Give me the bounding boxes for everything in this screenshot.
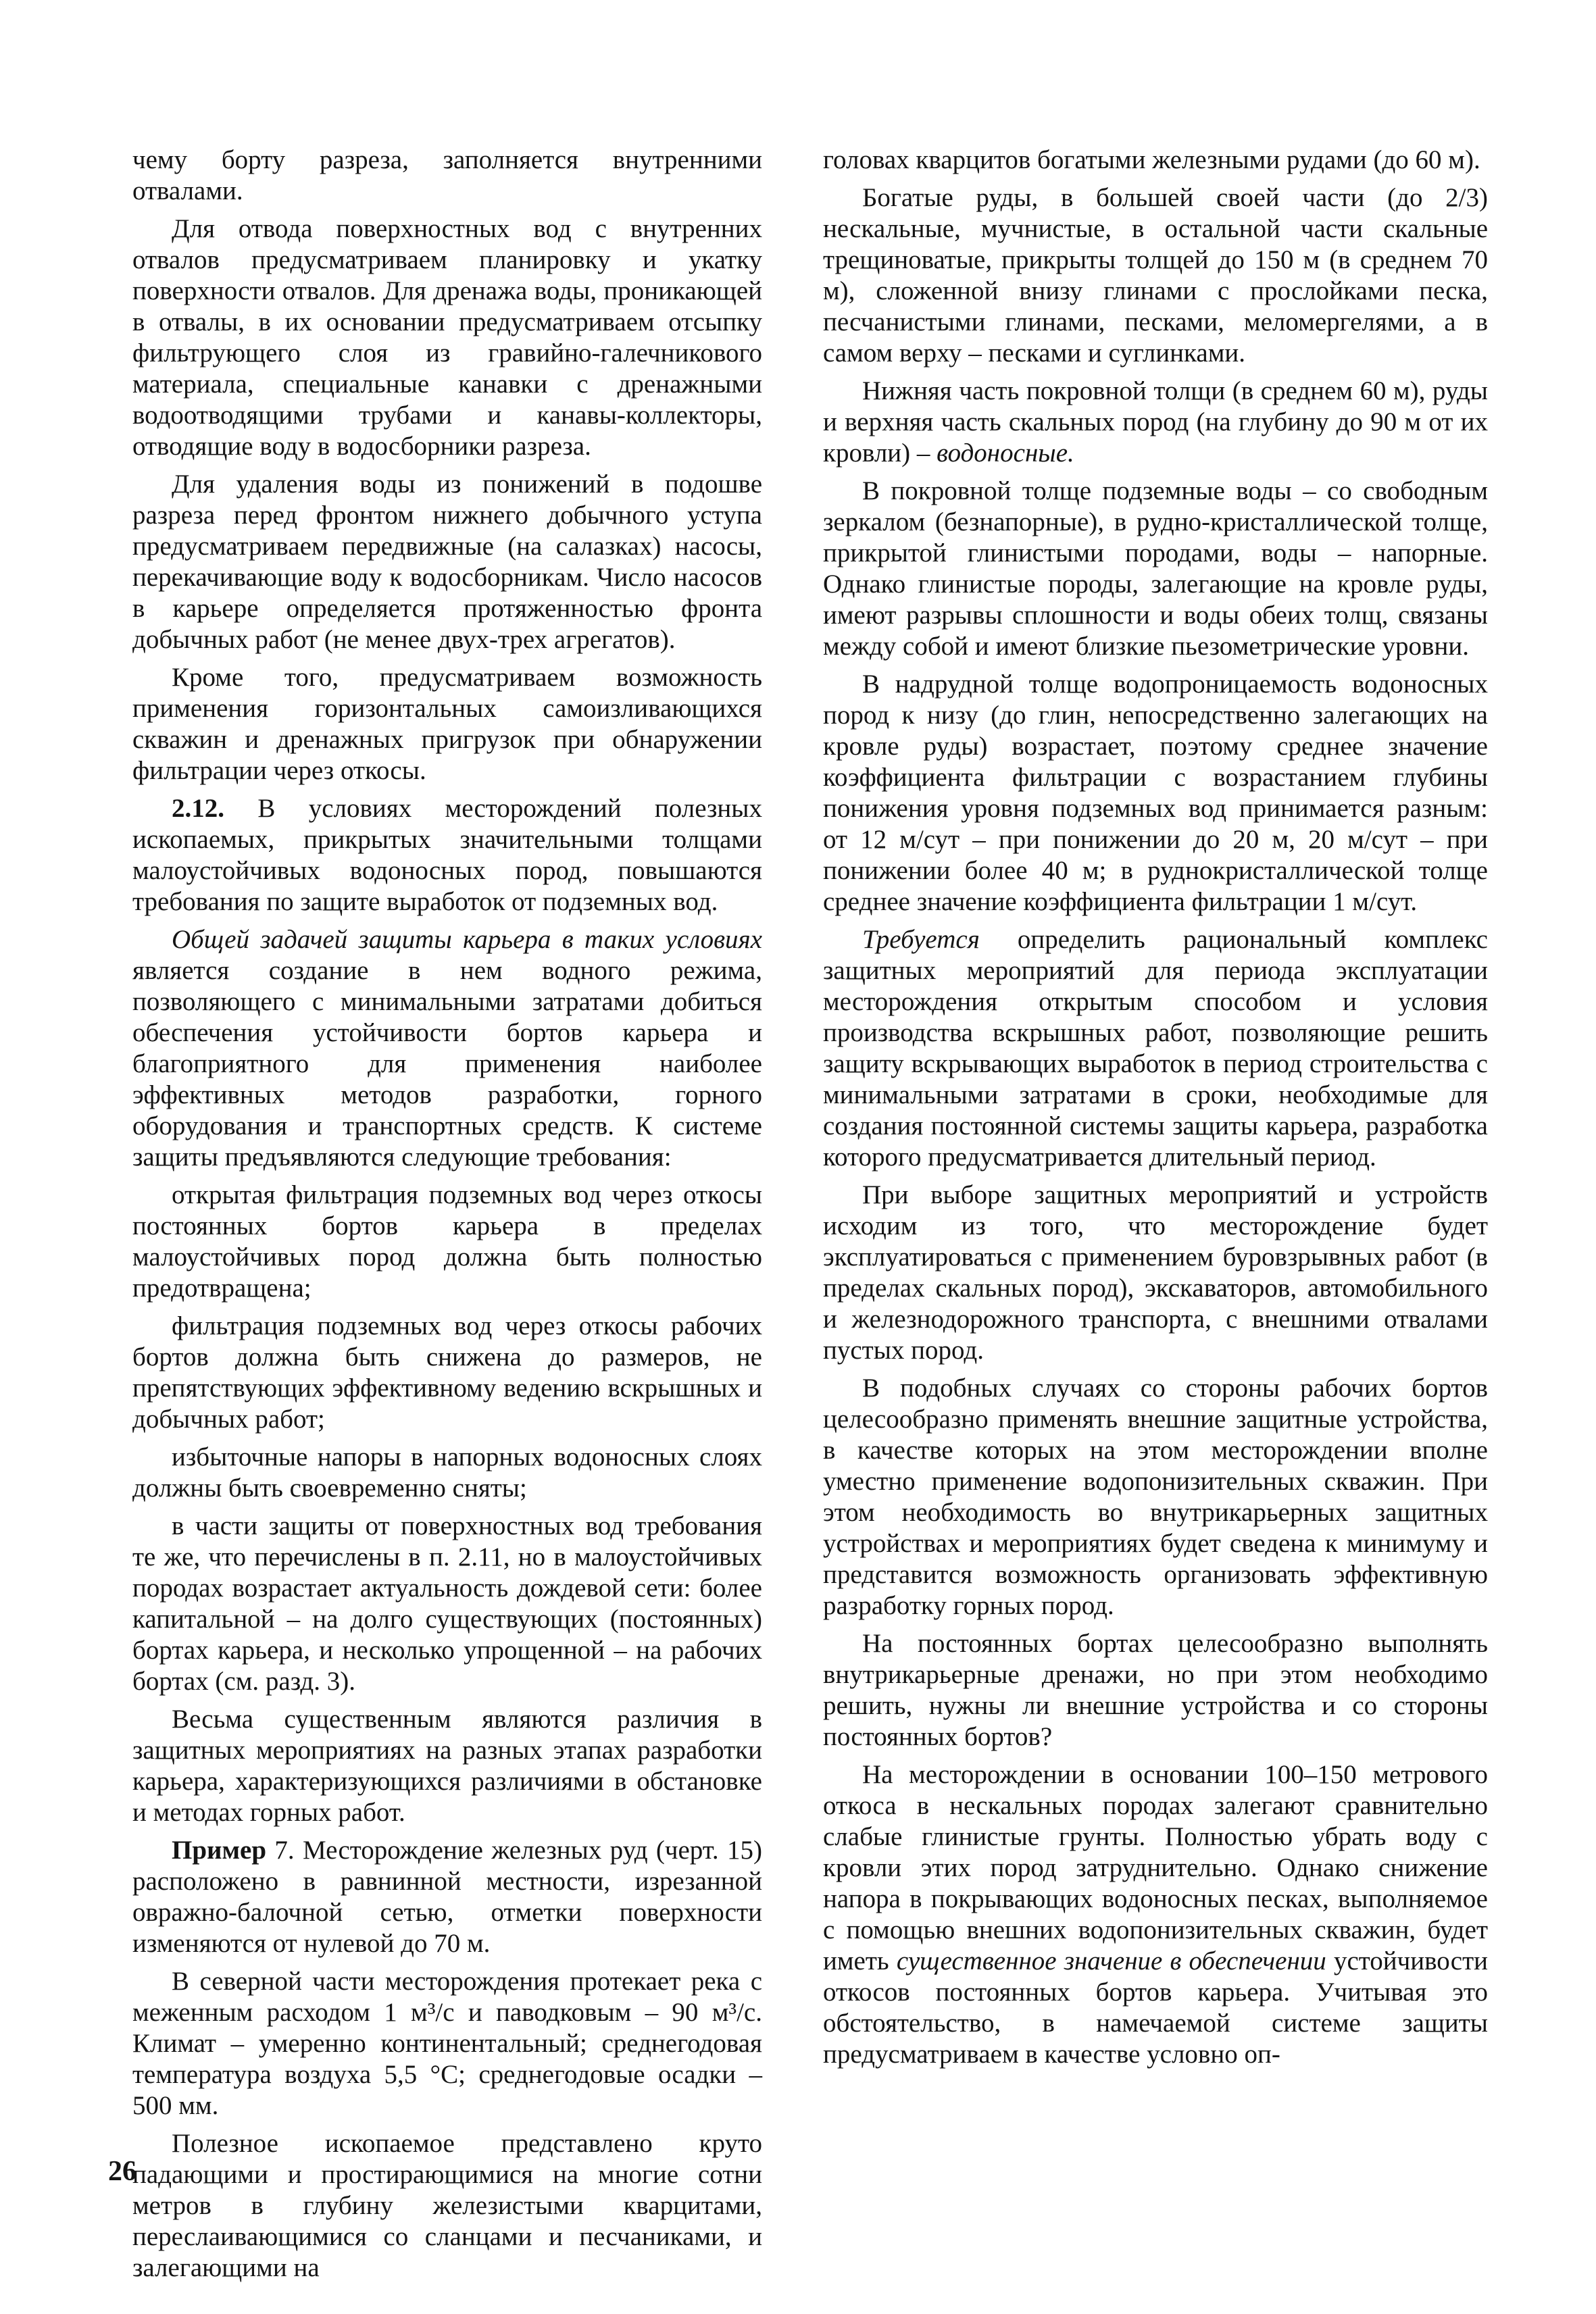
paragraph: Кроме того, предусматриваем возможность применения горизонтальных самоизливающихся скважин и дренажных пригрузок при обнаружении фильтрации через откосы. [132,663,762,785]
left-column [132,145,762,2290]
paragraph: Общей задачей защиты карьера в таких условиях является создание в нем водного режима, позволяющего с минимальными затратами добиться обеспечения устойчивости бортов карьера и благоприятного для применения наиболее эффективных методов разработки, горного оборудования и транспортных средств. К системе защиты предъявляются следующие требования: [132,925,762,1172]
paragraph: Для удаления воды из понижений в подошве разреза перед фронтом нижнего добычного уступа предусматриваем передвижные (на салазках) насосы, перекачивающие воду к водосборникам. Число насосов в карьере определяется протяженностью фронта добычных работ (не менее двух-трех агрегатов). [132,470,762,654]
paragraph: Для отвода поверхностных вод с внутренних отвалов предусматриваем планировку и укатку поверхности отвалов. Для дренажа воды, проникающей в отвалы, в их основании предусматриваем отсыпку фильтрующего слоя из гравийно-галечникового материала, специальные канавки с дренажными водоотводящими трубами и канавы-коллекторы, отводящие воду в водосборники разреза. [132,214,762,461]
example-label: Пример [172,1836,267,1865]
example-paragraph: Пример 7. Месторождение железных руд (черт. 15) расположено в равнинной местности, изрезанной овражно-балочной сетью, отметки поверхности изменяются от нулевой до 70 м. [132,1836,762,1958]
section-paragraph: 2.12. В условиях месторождений полезных ископаемых, прикрытых значительными толщами малоустойчивых водоносных пород, повышаются требования по защите выработок от подземных вод. [132,794,762,916]
paragraph: В северной части месторождения протекает река с меженным расходом 1 м³/с и паводковым – 90 м³/с. Климат – умеренно континентальный; среднегодовая температура воздуха 5,5 °С; среднегодовые осадки – 500 мм. [132,1967,762,2120]
paragraph: Богатые руды, в большей своей части (до 2/3) нескальные, мучнистые, в остальной части скальные трещиноватые, прикрыты толщей до 150 м (в среднем 70 м), сложенной внизу глинами с прослойками песка, песчанистыми глинами, песками, меломергелями, а в самом верху – песками и суглинками. [823,183,1488,368]
requirement-item: открытая фильтрация подземных вод через откосы постоянных бортов карьера в пределах малоустойчивых пород должна быть полностью предотвращена; [132,1180,762,1303]
paragraph: Полезное ископаемое представлено круто падающими и простирающимися на многие сотни метров в глубину железистыми кварцитами, переслаивающимися со сланцами и песчаниками, и залегающими на [132,2129,762,2282]
paragraph: В покровной толще подземные воды – со свободным зеркалом (безнапорные), в рудно-кристаллической толще, прикрытой глинистыми породами, воды – напорные. Однако глинистые породы, залегающие на кровле руды, имеют разрывы сплошности и воды обеих толщ, связаны между собой и имеют близкие пьезометрические уровни. [823,476,1488,661]
paragraph: При выборе защитных мероприятий и устройств исходим из того, что месторождение будет эксплуатироваться с применением буровзрывных работ (в пределах скальных пород), экскаваторов, автомобильного и железнодорожного транспорта, с внешними отвалами пустых пород. [823,1180,1488,1365]
page-number: 26 [108,2156,136,2187]
requirement-item: в части защиты от поверхностных вод требования те же, что перечислены в п. 2.11, но в малоустойчивых породах возрастает актуальность дождевой сети: более капитальной – на долго существующих (постоянных) бортах карьера, и несколько упрощенной – на рабочих бортах (см. разд. 3). [132,1511,762,1696]
requirement-item: избыточные напоры в напорных водоносных слоях должны быть своевременно сняты; [132,1442,762,1503]
paragraph: головах кварцитов богатыми железными рудами (до 60 м). [823,145,1480,174]
section-number: 2.12. [172,794,224,823]
right-column [823,145,1488,2077]
paragraph: Весьма существенным являются различия в защитных мероприятиях на разных этапах разработки карьера, характеризующихся различиями в обстановке и методах горных работ. [132,1705,762,1827]
paragraph: В надрудной толще водопроницаемость водоносных пород к низу (до глин, непосредственно залегающих на кровле руды) возрастает, поэтому среднее значение коэффициента фильтрации с возрастанием глубины понижения уровня подземных вод принимается разным: от 12 м/сут – при понижении до 20 м, 20 м/сут – при понижении более 40 м; в руднокристаллической толще среднее значение коэффициента фильтрации 1 м/сут. [823,670,1488,916]
requirement-item: фильтрация подземных вод через откосы рабочих бортов должна быть снижена до размеров, не препятствующих эффективному ведению вскрышных и добычных работ; [132,1311,762,1434]
paragraph: На месторождении в основании 100–150 метрового откоса в нескальных породах залегают сравнительно слабые глинистые грунты. Полностью убрать воду с кровли этих пород затруднительно. Однако снижение напора в покрывающих водоносных песках, выполняемое с помощью внешних водопонизительных скважин, будет иметь существенное значение в обеспечении устойчивости откосов постоянных бортов карьера. Учитывая это обстоятельство, в намечаемой системе защиты предусматриваем в качестве условно оп- [823,1760,1488,2069]
paragraph: В подобных случаях со стороны рабочих бортов целесообразно применять внешние защитные устройства, в качестве которых на этом месторождении вполне уместно применение водопонизительных скважин. При этом необходимость во внутрикарьерных защитных устройствах и мероприятиях будет сведена к минимуму и представится возможность организовать эффективную разработку горных пород. [823,1374,1488,1620]
paragraph: Требуется определить рациональный комплекс защитных мероприятий для периода эксплуатации месторождения открытым способом и условия производства вскрышных работ, позволяющие решить защиту вскрывающих выработок в период строительства с минимальными затратами в сроки, необходимые для создания постоянной системы защиты карьера, разработка которого предусматривается длительный период. [823,925,1488,1172]
paragraph: чему борту разреза, заполняется внутренними отвалами. [132,145,762,205]
paragraph: На постоянных бортах целесообразно выполнять внутрикарьерные дренажи, но при этом необходимо решить, нужны ли внешние устройства и со стороны постоянных бортов? [823,1629,1488,1751]
paragraph: Нижняя часть покровной толщи (в среднем 60 м), руды и верхняя часть скальных пород (на глубину до 90 м от их кровли) – водоносные. [823,376,1488,468]
